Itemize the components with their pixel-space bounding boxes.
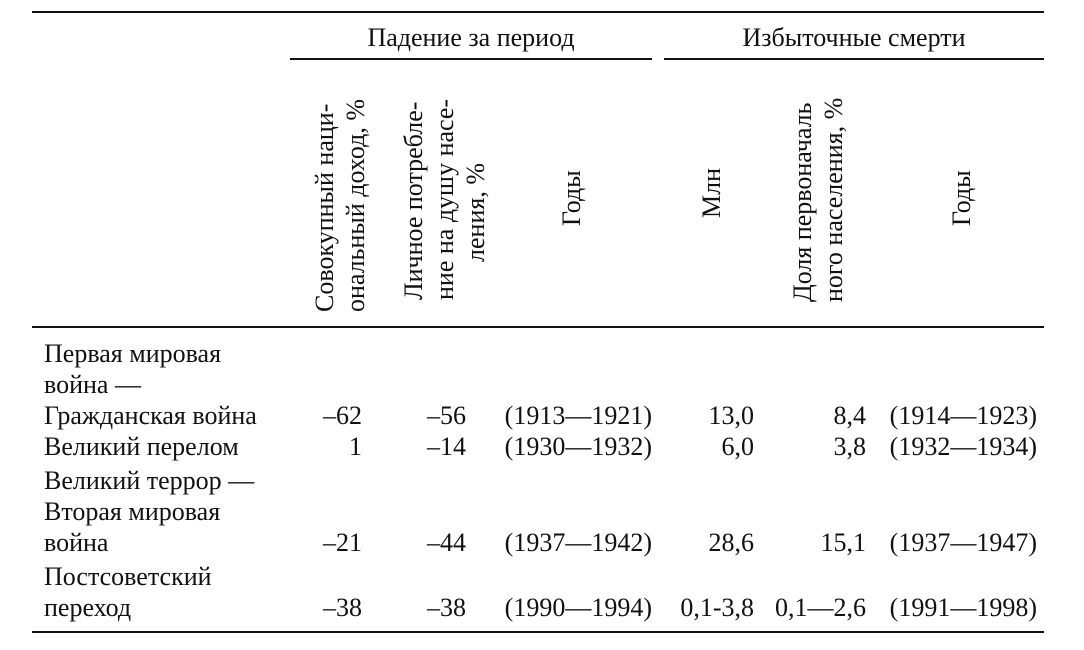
row-label-line: переход [44, 593, 132, 622]
cell-years-decline: (1990—1994) [504, 593, 652, 622]
deaths-group-rule [664, 58, 1044, 60]
col-header-line: Млн [697, 167, 726, 218]
cell-years-decline: (1930—1932) [504, 432, 652, 461]
cell-years-decline: (1913—1921) [504, 401, 652, 430]
row-label-line: Постсоветский [44, 562, 212, 591]
col-header-line: ления, % [461, 163, 490, 262]
col-header-line: Годы [947, 170, 976, 226]
row-label-line: война [44, 528, 109, 557]
cell-income: 1 [349, 432, 362, 461]
col-header-line: ние на душу насе- [430, 98, 459, 300]
row-label-line: война — [44, 370, 141, 399]
col-header-line: Личное потребле- [399, 101, 428, 300]
cell-years-deaths: (1932—1934) [889, 432, 1037, 461]
cell-consumption: –14 [427, 432, 466, 461]
cell-share: 15,1 [820, 528, 866, 557]
cell-years-deaths: (1991—1998) [889, 593, 1037, 622]
col-header-line: Доля первоначаль [788, 102, 817, 302]
header-bottom-rule [32, 326, 1044, 328]
cell-years-decline: (1937—1942) [504, 528, 652, 557]
row-label-line: Великий перелом [44, 432, 239, 461]
cell-income: –21 [323, 528, 362, 557]
col-header-line: ональный доход, % [341, 98, 370, 312]
row-label-line: Вторая мировая [44, 497, 221, 526]
cell-millions: 0,1-3,8 [680, 593, 754, 622]
bottom-rule [32, 631, 1044, 633]
col-header-line: Годы [557, 170, 586, 226]
group-header-decline: Падение за период [367, 23, 575, 52]
cell-years-deaths: (1937—1947) [889, 528, 1037, 557]
row-label-line: Великий террор — [44, 466, 255, 495]
col-header-line: Совокупный наци- [310, 103, 339, 312]
cell-income: –38 [323, 593, 362, 622]
cell-consumption: –38 [427, 593, 466, 622]
cell-share: 3,8 [833, 432, 866, 461]
cell-millions: 6,0 [721, 432, 754, 461]
cell-income: –62 [323, 401, 362, 430]
cell-years-deaths: (1914—1923) [889, 401, 1037, 430]
decline-group-rule [290, 58, 652, 60]
cell-consumption: –56 [427, 401, 466, 430]
col-header-line: ного населения, % [819, 97, 848, 302]
group-header-excess-deaths: Избыточные смерти [742, 23, 966, 52]
cell-consumption: –44 [427, 528, 466, 557]
cell-share: 8,4 [833, 401, 866, 430]
cell-millions: 28,6 [708, 528, 754, 557]
cell-share: 0,1—2,6 [775, 593, 866, 622]
row-label-line: Гражданская война [44, 401, 257, 430]
top-rule [32, 11, 1044, 13]
cell-millions: 13,0 [708, 401, 754, 430]
row-label-line: Первая мировая [44, 339, 222, 368]
